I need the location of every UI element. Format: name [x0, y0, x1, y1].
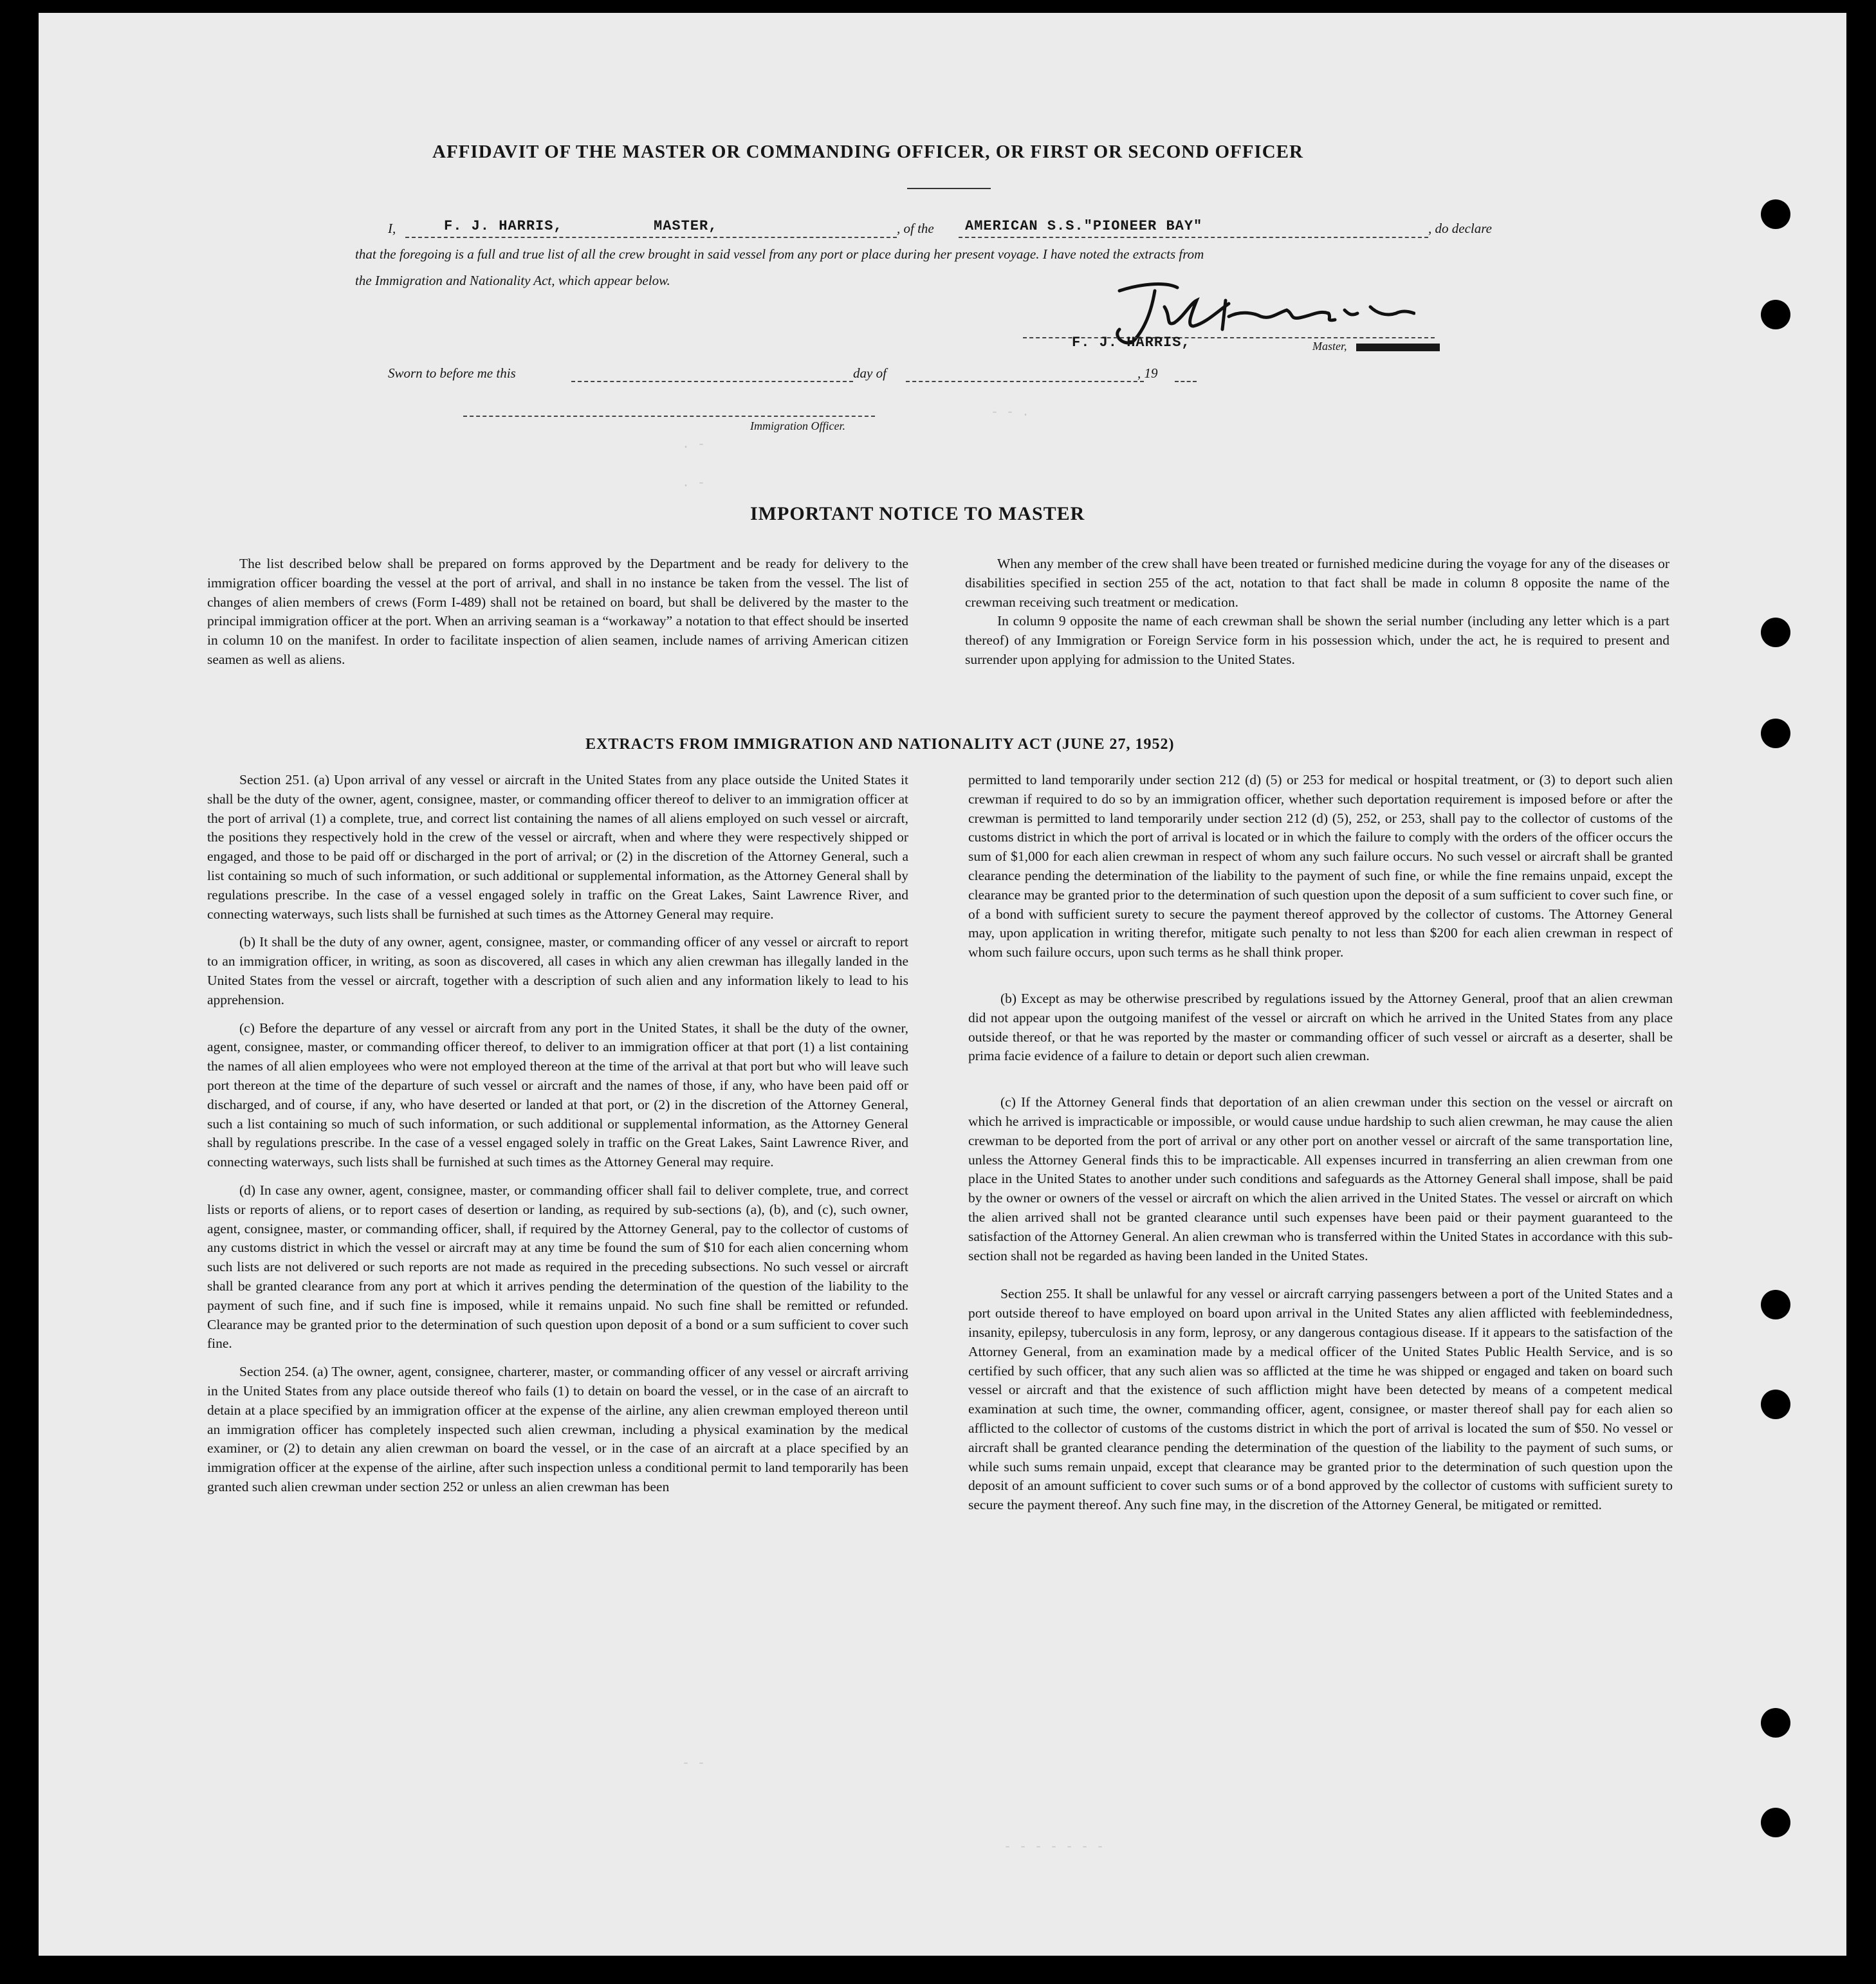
notice-right-paragraph-2: In column 9 opposite the name of each crewman shall be shown the serial number (including any letter which is a part thereof) of any Immigration or Foreign Service form in his possession which, under the act, he is required to present and surrender upon applying for admission to the United States. [965, 613, 1669, 667]
sworn-label: Sworn to before me this [388, 365, 516, 381]
vessel-fill-line [959, 237, 1428, 238]
vessel-name: AMERICAN S.S."PIONEER BAY" [965, 218, 1203, 234]
punch-hole [1761, 618, 1790, 647]
section-254-c: (c) If the Attorney General finds that deportation of an alien crewman under this section on the vessel or aircraft on which he arrived is impracticable or impossible, or would cause undue hardship to such alien crewman, he may cause the alien crewman to be deported from the port of arrival or any other port on another vessel or aircraft of the same transportation line, unless the Attorney General finds this to be impracticable. All expenses incurred in transferring an alien crewman from one place in the United States to another under such conditions and safeguards as the Attorney General shall impose, shall be paid by the owner or owners of the vessel or aircraft on which the alien arrived in the United States. The vessel or aircraft on which the alien arrived shall not be granted clearance until such expenses have been paid or their payment guaranteed to the satisfaction of the Attorney General. An alien crewman who is transferred within the United States in accordance with this sub-section shall not be regarded as having been landed in the United States. [968, 1094, 1673, 1263]
sworn-day-fill [571, 381, 853, 382]
master-name: F. J. HARRIS, [444, 218, 563, 234]
punch-hole [1761, 300, 1790, 329]
decl-line-3: the Immigration and Nationality Act, which appear below. [355, 273, 670, 288]
punch-hole [1761, 719, 1790, 748]
notice-left-column [207, 555, 908, 679]
bleed-through-mark: - - - - - - - [1004, 1840, 1105, 1855]
year-fill [1175, 381, 1197, 382]
affidavit-title: AFFIDAVIT OF THE MASTER OR COMMANDING OFFICER, OR FIRST OR SECOND OFFICER [432, 142, 1303, 162]
day-of-label: day of [853, 365, 887, 381]
extracts-right-column [968, 771, 1673, 1524]
master-rank: MASTER, [654, 218, 718, 234]
section-254-a-continued: permitted to land temporarily under section 212 (d) (5) or 253 for medical or hospital treatment, or (3) to deport such alien crewman if required to do so by an immigration officer, whether such deportation requirement is imposed before or after the crewman is permitted to land temporarily under section 212 (d) (5), 252, or 253, shall pay to the collector of customs of the customs district in which the port of arrival is located or in which the failure to comply with the orders of the officer occurs the sum of $1,000 for each alien crewman in respect of whom any such failure occurs. No such vessel or aircraft shall be granted clearance pending the determination of the liability to the payment of such fine, or while the fine remains unpaid, except the clearance may be granted prior to the determination of such question upon the deposit of a sum sufficient to cover such fine, or of a bond with sufficient surety to secure the payment thereof approved by the collector of customs. The Attorney General may, upon application in writing therefor, mitigate such penalty to not less than $200 for each alien crewman in respect of whom such failure occurs, upon such terms as he shall think proper. [968, 772, 1673, 960]
section-251-d: (d) In case any owner, agent, consignee, master, or commanding officer shall fail to deliver complete, true, and correct lists or reports of aliens, or to report cases of desertion or landing, as required by sub-sections (a), (b), and (c), such owner, agent, consignee, master, or commanding officer, shall, if required by the Attorney General, pay to the collector of customs of any customs district in which the vessel or aircraft may at any time be found the sum of $10 for each alien concerning whom such lists are not delivered or such reports are not made as required in the preceding subsections. No such vessel or aircraft shall be granted clearance from any port at which it arrives pending the determination of the question of the liability to the payment of such fine, and if such fine is imposed, while it remains unpaid. No such fine shall be remitted or refunded. Clearance may be granted prior to the determination of such question upon deposit of a bond or a sum sufficient to cover such fine. [207, 1182, 908, 1352]
notice-right-paragraph-1: When any member of the crew shall have been treated or furnished medicine during the voyage for any of the diseases or disabilities specified in section 255 of the act, notation to that fact shall be made in column 8 opposite the name of the crewman receiving such treatment or medication. [965, 556, 1669, 610]
section-251-b: (b) It shall be the duty of any owner, agent, consignee, master, or commanding officer of any vessel or aircraft to report to an immigration officer, in writing, as soon as discovered, all cases in which any alien crewman has illegally landed in the United States from the vessel or aircraft, together with a description of such alien and any information likely to lead to his apprehension. [207, 934, 908, 1007]
section-254-b: (b) Except as may be otherwise prescribed by regulations issued by the Attorney General, proof that an alien crewman did not appear upon the outgoing manifest of the vessel or aircraft on which he arrived in the United States from any place outside thereof, or that he was reported by the master or commanding officer of such vessel or aircraft as a deserter, shall be prima facie evidence of a failure to detain or deport such alien crewman. [968, 990, 1673, 1064]
officer-signature-line [463, 416, 875, 417]
extracts-left-column [207, 771, 908, 1506]
punch-hole [1761, 1290, 1790, 1319]
struck-title [1356, 344, 1440, 351]
title-rule [907, 188, 991, 189]
master-label: Master, [1312, 340, 1347, 353]
section-251-a: Section 251. (a) Upon arrival of any vessel or aircraft in the United States from any place outside the United States it shall be the duty of the owner, agent, consignee, master, or commanding officer thereof to deliver to an immigration officer at the port of arrival (1) a complete, true, and correct list containing the names of all aliens employed on such vessel or aircraft, the positions they respectively hold in the crew of the vessel or aircraft, when and where they were respectively shipped or engaged, and those to be paid off or discharged in the port of arrival; or (2) in the discretion of the Attorney General, such a list containing so much of such information, or such additional or supplemental information, as the Attorney General shall by regulations prescribe. In the case of a vessel engaged solely in traffic on the Great Lakes, Saint Lawrence River, and connecting waterways, such lists shall be furnished at such times as the Attorney General may require. [207, 772, 908, 922]
notice-title: IMPORTANT NOTICE TO MASTER [750, 503, 1085, 524]
bleed-through-mark: - - . [991, 405, 1030, 420]
punch-hole [1761, 1390, 1790, 1419]
bleed-through-mark: . - [682, 437, 706, 452]
month-fill [906, 381, 1144, 382]
name-fill-line [405, 237, 897, 238]
decl-of-label: , of the [897, 221, 934, 236]
section-254-a: Section 254. (a) The owner, agent, consignee, charterer, master, or commanding officer of any vessel or aircraft arriving in the United States from any place outside thereof who fails (1) to detain on board the vessel, or in the case of an aircraft to detain at a place specified by an immigration officer at the expense of the airline, any alien crewman employed thereon until an immigration officer has completely inspected such alien crewman, including a physical examination by the medical examiner, or (2) to detain any alien crewman on board the vessel, or in the case of an aircraft at a place specified by an immigration officer at the expense of the airline, after such inspection unless a conditional permit to land temporarily has been granted such alien crewman under section 252 or unless an alien crewman has been [207, 1364, 908, 1494]
extracts-title: EXTRACTS FROM IMMIGRATION AND NATIONALITY ACT (JUNE 27, 1952) [585, 736, 1175, 753]
year-label: , 19 [1137, 365, 1158, 381]
decl-i-label: I, [388, 221, 396, 236]
notice-right-column [965, 555, 1669, 679]
section-251-c: (c) Before the departure of any vessel or aircraft from any port in the United States, it shall be the duty of the owner, agent, consignee, master, or commanding officer thereof, to deliver to an immigration officer at that port (1) a list containing the names of all alien employees who were not employed thereon at the time of the arrival at that port but who will leave such port thereon at the time of the departure of such vessel or aircraft and the names of those, if any, who have been paid off or discharged, and of course, if any, who have deserted or landed at that port, or (2) in the discretion of the Attorney General, such a list containing so much of such information, or such additional or supplemental information, as the Attorney General shall by regulations prescribe. In the case of a vessel engaged solely in traffic on the Great Lakes, Saint Lawrence River, and connecting waterways, such lists shall be furnished at such times as the Attorney General may require. [207, 1020, 908, 1170]
punch-hole [1761, 199, 1790, 229]
immigration-officer-label: Immigration Officer. [750, 419, 845, 432]
decl-declare-label: , do declare [1428, 221, 1492, 236]
punch-hole [1761, 1808, 1790, 1837]
decl-line-2: that the foregoing is a full and true list of all the crew brought in said vessel from any port or place during her present voyage. I have noted the extracts from [355, 246, 1204, 262]
notice-left-paragraph: The list described below shall be prepared on forms approved by the Department and be ready for delivery to the immigration officer boarding the vessel at the port of arrival, and shall in no instance be taken from the vessel. The list of changes of alien members of crews (Form I-489) shall not be retained on board, but shall be delivered by the master to the principal immigration officer at the port. When an arriving seaman is a “workaway” a notation to that effect should be inserted in column 10 on the manifest. In order to facilitate inspection of alien seamen, include names of arriving American citizen seamen as well as aliens. [207, 556, 908, 667]
signature-typed-name: F. J. HARRIS, [1072, 335, 1191, 351]
bleed-through-mark: - - [682, 1756, 706, 1771]
bleed-through-mark: . - [682, 476, 706, 491]
punch-hole [1761, 1708, 1790, 1738]
section-255: Section 255. It shall be unlawful for any vessel or aircraft carrying passengers between a port of the United States and a port outside thereof to have employed on board upon arrival in the United States any alien afflicted with feeblemindedness, insanity, epilepsy, tuberculosis in any form, leprosy, or any dangerous contagious disease. If it appears to the satisfaction of the Attorney General, from an examination made by a medical officer of the United States Public Health Service, and is so certified by such officer, that any such alien was so afflicted at the time he was shipped or engaged and taken on board such vessel or aircraft and that the existence of such affliction might have been detected by means of a competent medical examination at such time, the owner, commanding officer, agent, consignee, or master thereof shall pay for each alien so afflicted to the collector of customs of the customs district in which the port of arrival is located the sum of $50. No vessel or aircraft shall be granted clearance pending the determination of the question of the liability to the payment of such sums, or while such sums remain unpaid, except that clearance may be granted prior to the determination of such question upon the deposit of an amount sufficient to cover such sums or of a bond approved by the collector of customs with sufficient surety to secure the payment thereof. Any such fine may, in the discretion of the Attorney General, be mitigated or remitted. [968, 1286, 1673, 1513]
